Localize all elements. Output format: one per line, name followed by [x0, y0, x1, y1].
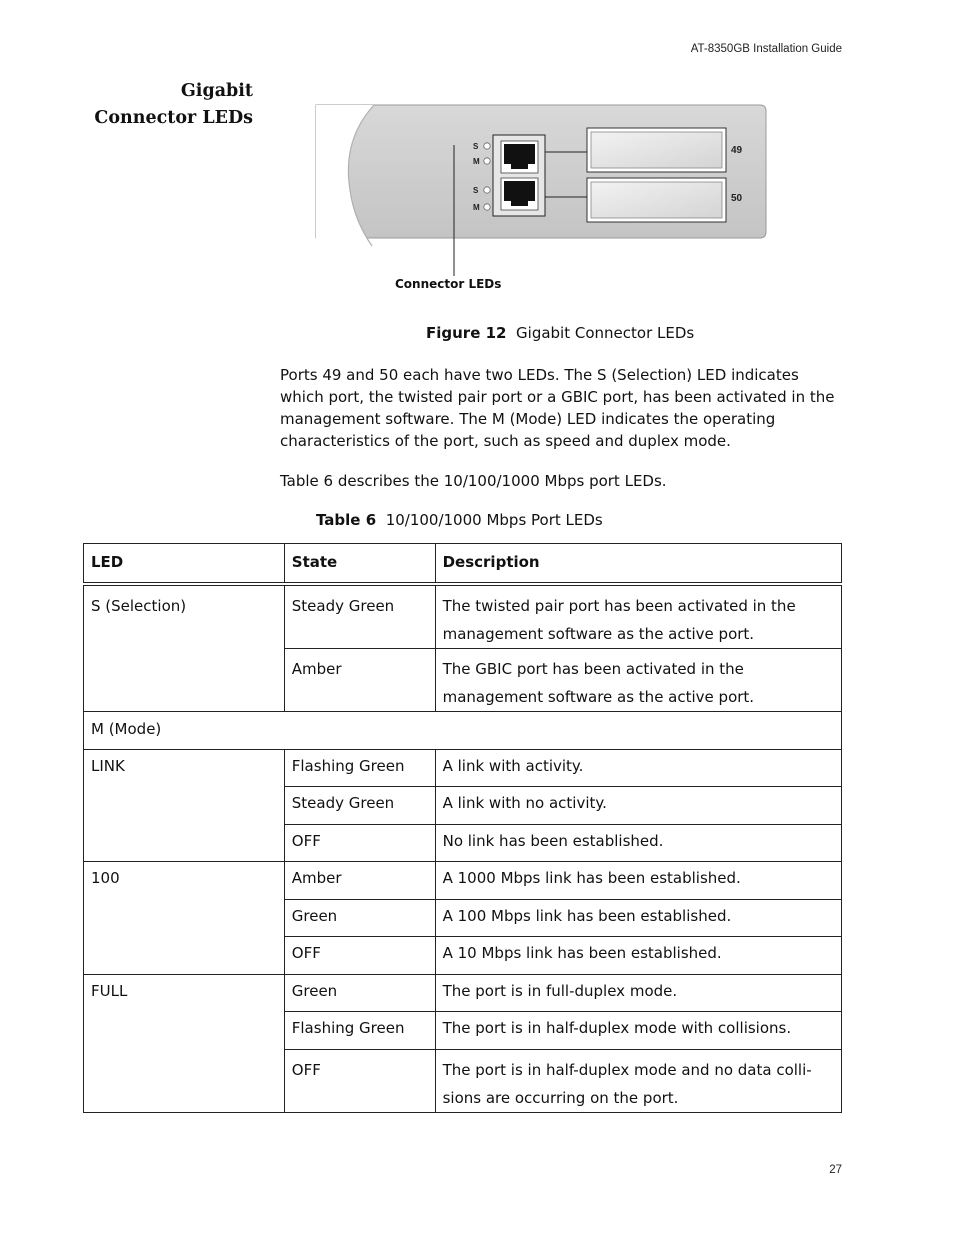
- led-s2-icon: [484, 187, 490, 193]
- state-cell: OFF: [284, 1049, 435, 1112]
- header-led: LED: [84, 544, 285, 584]
- table-caption: [316, 511, 603, 529]
- led-label-s2: S: [473, 186, 479, 195]
- led-cell: S (Selection): [84, 584, 285, 712]
- led-m1-icon: [484, 158, 490, 164]
- rj45-port-50-icon: [501, 178, 538, 210]
- rj45-port-49-icon: [501, 141, 538, 173]
- description-cell: A 100 Mbps link has been established.: [435, 899, 841, 937]
- led-label-m2: M: [473, 203, 480, 212]
- description-cell: The port is in half-duplex mode with collisions.: [435, 1012, 841, 1050]
- state-cell: Amber: [284, 862, 435, 900]
- gigabit-connector-figure: [312, 100, 772, 300]
- led-cell: LINK: [84, 749, 285, 862]
- description-cell: A link with activity.: [435, 749, 841, 787]
- state-cell: Flashing Green: [284, 749, 435, 787]
- body-paragraph-2: Table 6 describes the 10/100/1000 Mbps port LEDs.: [280, 472, 667, 490]
- header-description: Description: [435, 544, 841, 584]
- led-label-m1: M: [473, 157, 480, 166]
- figure-caption: [426, 324, 694, 342]
- figure-caption-number: Figure 12: [426, 324, 507, 342]
- table-caption-number: Table 6: [316, 511, 377, 529]
- state-cell: Green: [284, 974, 435, 1012]
- state-cell: Green: [284, 899, 435, 937]
- state-cell: OFF: [284, 824, 435, 862]
- port-label-49: 49: [731, 145, 743, 156]
- description-cell: A 10 Mbps link has been established.: [435, 937, 841, 975]
- led-s1-icon: [484, 143, 490, 149]
- state-cell: Steady Green: [284, 584, 435, 649]
- description-cell: The GBIC port has been activated in the management software as the active port.: [435, 648, 841, 711]
- state-cell: OFF: [284, 937, 435, 975]
- led-cell: FULL: [84, 974, 285, 1112]
- table-row: [84, 862, 842, 900]
- port-led-table: [83, 543, 842, 1113]
- header-state: State: [284, 544, 435, 584]
- description-cell: The port is in full-duplex mode.: [435, 974, 841, 1012]
- state-cell: Amber: [284, 648, 435, 711]
- state-cell: Flashing Green: [284, 1012, 435, 1050]
- description-cell: No link has been established.: [435, 824, 841, 862]
- table-row: [84, 584, 842, 649]
- led-m2-icon: [484, 204, 490, 210]
- running-header: AT-8350GB Installation Guide: [690, 43, 842, 55]
- section-title-line1: Gigabit: [180, 81, 253, 101]
- table-row-mode: [84, 711, 842, 749]
- port-label-50: 50: [731, 193, 743, 204]
- description-cell: A 1000 Mbps link has been established.: [435, 862, 841, 900]
- section-title-line2: Connector LEDs: [94, 108, 253, 128]
- section-title: [60, 78, 253, 132]
- callout-label: Connector LEDs: [395, 277, 502, 291]
- led-label-s1: S: [473, 142, 479, 151]
- mode-label-cell: M (Mode): [84, 711, 842, 749]
- led-cell: 100: [84, 862, 285, 975]
- description-cell: The twisted pair port has been activated in the management software as the active port.: [435, 584, 841, 649]
- table-row: [84, 749, 842, 787]
- gbic-slot-50-icon: [587, 178, 726, 222]
- figure-caption-text: Gigabit Connector LEDs: [516, 324, 695, 342]
- body-paragraph-1: Ports 49 and 50 each have two LEDs. The S (Selection) LED indicates which port, the twisted pair port or a GBIC port, has been activated in the management software. The M (Mode) LED indicates the operating characteristics of the port, such as speed and duplex mode.: [280, 366, 835, 450]
- table-caption-text: 10/100/1000 Mbps Port LEDs: [385, 511, 603, 529]
- description-cell: A link with no activity.: [435, 787, 841, 825]
- description-cell: The port is in half-duplex mode and no data colli-sions are occurring on the port.: [435, 1049, 841, 1112]
- table-row: [84, 974, 842, 1012]
- table-header-row: [84, 544, 842, 584]
- gbic-slot-49-icon: [587, 128, 726, 172]
- state-cell: Steady Green: [284, 787, 435, 825]
- page-number: 27: [829, 1164, 842, 1176]
